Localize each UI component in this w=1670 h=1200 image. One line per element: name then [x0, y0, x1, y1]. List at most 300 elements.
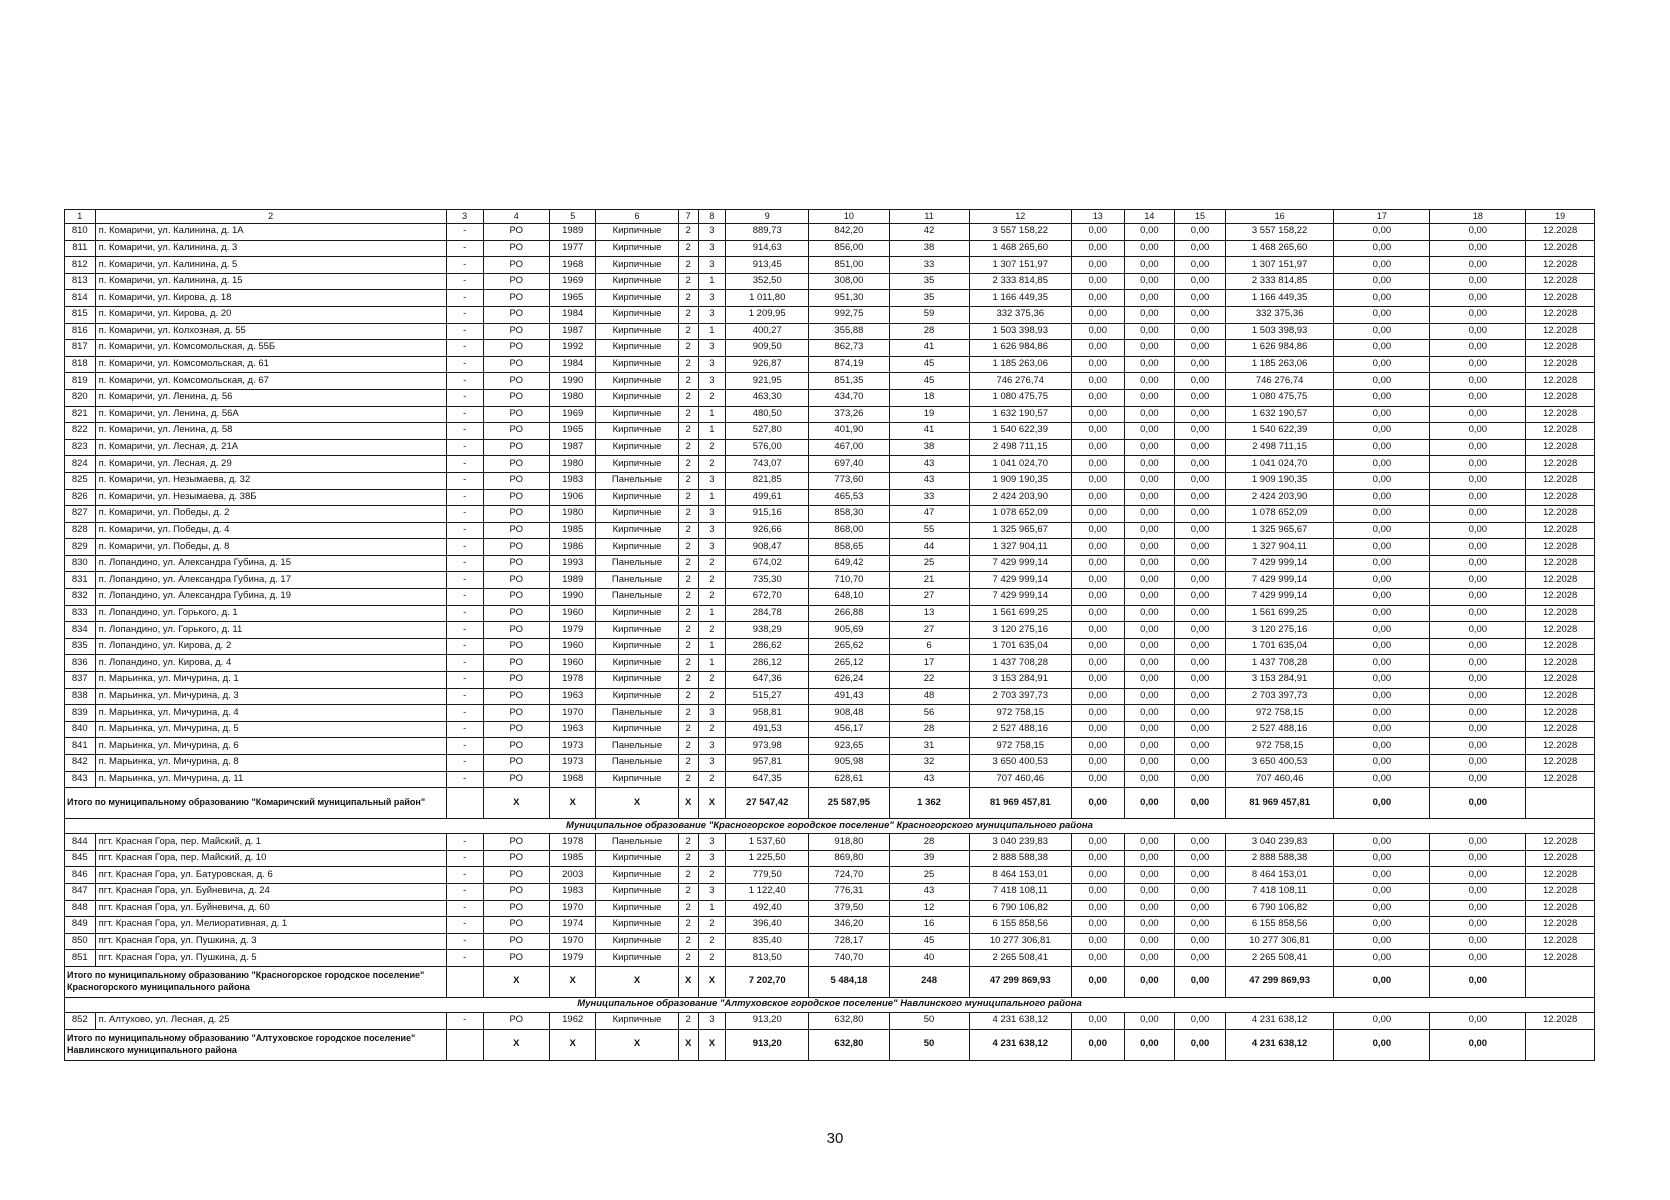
table-cell: 821,85: [726, 472, 809, 489]
table-cell: 972 758,15: [1225, 705, 1334, 722]
table-cell: 1962: [550, 1012, 596, 1029]
table-cell: 1: [698, 489, 725, 506]
column-number-cell: 7: [678, 210, 698, 224]
table-cell: 3 650 400,53: [969, 755, 1071, 772]
table-cell: 2: [678, 555, 698, 572]
table-cell: 8 464 153,01: [1225, 867, 1334, 884]
table-cell: 0,00: [1071, 771, 1124, 788]
total-cell: 0,00: [1175, 788, 1226, 819]
table-cell: 3: [698, 1012, 725, 1029]
table-cell: 12.2028: [1526, 850, 1595, 867]
table-cell: 851: [65, 950, 96, 967]
table-cell: 265,12: [809, 655, 889, 672]
table-cell: -: [446, 224, 483, 241]
table-cell: п. Комаричи, ул. Калинина, д. 15: [95, 273, 446, 290]
table-cell: 1 701 635,04: [1225, 638, 1334, 655]
table-cell: 1969: [550, 406, 596, 423]
table-cell: 0,00: [1071, 373, 1124, 390]
table-cell: 16: [889, 917, 969, 934]
table-cell: 0,00: [1124, 705, 1175, 722]
table-cell: 2 527 488,16: [969, 721, 1071, 738]
table-cell: 914,63: [726, 240, 809, 257]
table-cell: 0,00: [1175, 638, 1226, 655]
table-cell: 12.2028: [1526, 257, 1595, 274]
table-cell: 31: [889, 738, 969, 755]
table-cell: 1968: [550, 257, 596, 274]
table-cell: 707 460,46: [969, 771, 1071, 788]
table-cell: п. Лопандино, ул. Александра Губина, д. 15: [95, 555, 446, 572]
table-cell: 836: [65, 655, 96, 672]
table-cell: 0,00: [1175, 539, 1226, 556]
table-cell: пгт. Красная Гора, ул. Пушкина, д. 5: [95, 950, 446, 967]
table-cell: -: [446, 771, 483, 788]
table-cell: 12.2028: [1526, 555, 1595, 572]
table-cell: 1: [698, 638, 725, 655]
table-cell: 59: [889, 306, 969, 323]
column-number-cell: 18: [1430, 210, 1526, 224]
table-cell: 0,00: [1175, 883, 1226, 900]
table-cell: 0,00: [1334, 705, 1430, 722]
table-cell: 0,00: [1175, 589, 1226, 606]
total-cell: 81 969 457,81: [1225, 788, 1334, 819]
table-cell: 35: [889, 273, 969, 290]
table-cell: 0,00: [1334, 290, 1430, 307]
table-cell: Кирпичные: [596, 933, 678, 950]
table-cell: 266,88: [809, 605, 889, 622]
table-cell: 0,00: [1175, 1012, 1226, 1029]
table-cell: 0,00: [1175, 273, 1226, 290]
table-cell: 992,75: [809, 306, 889, 323]
table-cell: Панельные: [596, 572, 678, 589]
total-cell: 27 547,42: [726, 788, 809, 819]
table-cell: -: [446, 655, 483, 672]
table-cell: Кирпичные: [596, 224, 678, 241]
table-cell: 0,00: [1124, 290, 1175, 307]
table-row: [65, 224, 1595, 241]
table-cell: 813: [65, 273, 96, 290]
table-row: [65, 950, 1595, 967]
table-cell: 812: [65, 257, 96, 274]
table-cell: 908,47: [726, 539, 809, 556]
total-cell: X: [678, 788, 698, 819]
table-cell: 355,88: [809, 323, 889, 340]
table-row: [65, 472, 1595, 489]
table-cell: 0,00: [1430, 240, 1526, 257]
table-cell: 2: [678, 917, 698, 934]
table-cell: 48: [889, 688, 969, 705]
table-cell: РО: [483, 423, 549, 440]
table-cell: 2: [678, 306, 698, 323]
table-cell: 27: [889, 589, 969, 606]
table-cell: РО: [483, 240, 549, 257]
table-cell: 1980: [550, 389, 596, 406]
table-cell: 2: [678, 655, 698, 672]
table-cell: 284,78: [726, 605, 809, 622]
table-cell: 0,00: [1334, 572, 1430, 589]
table-cell: 2: [678, 406, 698, 423]
table-cell: 0,00: [1071, 273, 1124, 290]
table-cell: 0,00: [1430, 456, 1526, 473]
table-cell: 12.2028: [1526, 472, 1595, 489]
table-cell: -: [446, 900, 483, 917]
table-cell: Кирпичные: [596, 1012, 678, 1029]
table-cell: 4 231 638,12: [1225, 1012, 1334, 1029]
table-cell: Кирпичные: [596, 605, 678, 622]
table-cell: РО: [483, 738, 549, 755]
table-cell: 2 888 588,38: [969, 850, 1071, 867]
table-row: [65, 705, 1595, 722]
table-cell: 0,00: [1124, 672, 1175, 689]
table-cell: 697,40: [809, 456, 889, 473]
table-cell: 0,00: [1430, 638, 1526, 655]
page-number: 30: [826, 1130, 844, 1147]
table-cell: 12.2028: [1526, 572, 1595, 589]
table-cell: 0,00: [1071, 688, 1124, 705]
table-row: [65, 572, 1595, 589]
table-cell: пгт. Красная Гора, ул. Батуровская, д. 6: [95, 867, 446, 884]
table-cell: РО: [483, 506, 549, 523]
table-cell: 858,65: [809, 539, 889, 556]
table-cell: 0,00: [1430, 572, 1526, 589]
table-cell: 0,00: [1071, 605, 1124, 622]
table-cell: 0,00: [1071, 572, 1124, 589]
table-cell: 710,70: [809, 572, 889, 589]
table-cell: 0,00: [1124, 389, 1175, 406]
table-cell: 7 429 999,14: [1225, 589, 1334, 606]
table-cell: 3: [698, 472, 725, 489]
table-cell: 0,00: [1430, 423, 1526, 440]
table-cell: 810: [65, 224, 96, 241]
table-cell: 352,50: [726, 273, 809, 290]
table-row: [65, 423, 1595, 440]
table-cell: 2 265 508,41: [1225, 950, 1334, 967]
table-cell: п. Марьинка, ул. Мичурина, д. 1: [95, 672, 446, 689]
table-cell: 1979: [550, 950, 596, 967]
total-cell: X: [483, 788, 549, 819]
table-cell: 43: [889, 472, 969, 489]
table-cell: 0,00: [1175, 605, 1226, 622]
table-cell: 0,00: [1430, 655, 1526, 672]
total-cell: [446, 966, 483, 997]
table-cell: 0,00: [1334, 721, 1430, 738]
table-cell: 1970: [550, 900, 596, 917]
table-cell: 0,00: [1071, 705, 1124, 722]
table-cell: 0,00: [1334, 917, 1430, 934]
table-cell: 0,00: [1175, 655, 1226, 672]
table-cell: 1 437 708,28: [1225, 655, 1334, 672]
table-row: [65, 638, 1595, 655]
total-cell: 0,00: [1334, 1029, 1430, 1060]
table-cell: РО: [483, 323, 549, 340]
table-cell: Кирпичные: [596, 522, 678, 539]
table-cell: 401,90: [809, 423, 889, 440]
table-body: [65, 210, 1595, 1061]
table-cell: Панельные: [596, 705, 678, 722]
table-cell: 3: [698, 224, 725, 241]
table-cell: п. Комаричи, ул. Калинина, д. 3: [95, 240, 446, 257]
table-cell: 27: [889, 622, 969, 639]
total-cell: [446, 1029, 483, 1060]
table-cell: 0,00: [1430, 340, 1526, 357]
table-cell: 463,30: [726, 389, 809, 406]
table-cell: 0,00: [1430, 506, 1526, 523]
table-cell: 0,00: [1124, 950, 1175, 967]
column-number-cell: 11: [889, 210, 969, 224]
table-cell: 0,00: [1175, 672, 1226, 689]
table-cell: 3: [698, 522, 725, 539]
table-cell: 1 225,50: [726, 850, 809, 867]
table-cell: 0,00: [1071, 257, 1124, 274]
table-cell: 0,00: [1175, 834, 1226, 851]
table-cell: п. Лопандино, ул. Александра Губина, д. 17: [95, 572, 446, 589]
table-cell: 0,00: [1430, 950, 1526, 967]
table-cell: -: [446, 850, 483, 867]
table-cell: 28: [889, 834, 969, 851]
table-cell: 957,81: [726, 755, 809, 772]
table-cell: 773,60: [809, 472, 889, 489]
table-cell: 0,00: [1430, 771, 1526, 788]
table-cell: 2: [678, 522, 698, 539]
table-cell: 1 166 449,35: [1225, 290, 1334, 307]
table-cell: 0,00: [1124, 506, 1175, 523]
table-cell: 821: [65, 406, 96, 423]
table-cell: 0,00: [1071, 883, 1124, 900]
table-cell: 3: [698, 340, 725, 357]
table-cell: 39: [889, 850, 969, 867]
table-cell: п. Комаричи, ул. Победы, д. 8: [95, 539, 446, 556]
table-cell: 12.2028: [1526, 356, 1595, 373]
table-cell: 45: [889, 933, 969, 950]
table-cell: 12.2028: [1526, 622, 1595, 639]
table-cell: Кирпичные: [596, 323, 678, 340]
table-cell: Кирпичные: [596, 240, 678, 257]
total-cell: 4 231 638,12: [969, 1029, 1071, 1060]
table-cell: 1 437 708,28: [969, 655, 1071, 672]
table-cell: 2: [698, 622, 725, 639]
table-cell: 1 327 904,11: [969, 539, 1071, 556]
table-cell: 841: [65, 738, 96, 755]
table-cell: 12.2028: [1526, 933, 1595, 950]
table-cell: 0,00: [1175, 705, 1226, 722]
total-cell: 632,80: [809, 1029, 889, 1060]
table-cell: 1977: [550, 240, 596, 257]
table-cell: -: [446, 688, 483, 705]
table-cell: 0,00: [1334, 356, 1430, 373]
table-cell: -: [446, 917, 483, 934]
section-heading: Муниципальное образование "Красногорское городское поселение" Красногорского муниципального района: [65, 819, 1595, 834]
table-cell: 672,70: [726, 589, 809, 606]
table-cell: 0,00: [1124, 373, 1175, 390]
table-cell: пгт. Красная Гора, ул. Буйневича, д. 60: [95, 900, 446, 917]
table-cell: 1960: [550, 655, 596, 672]
table-cell: 2: [678, 738, 698, 755]
table-row: [65, 933, 1595, 950]
table-cell: п. Комаричи, ул. Победы, д. 4: [95, 522, 446, 539]
table-cell: 0,00: [1334, 771, 1430, 788]
table-cell: 2: [678, 539, 698, 556]
table-cell: -: [446, 755, 483, 772]
table-cell: Кирпичные: [596, 950, 678, 967]
table-cell: 0,00: [1071, 622, 1124, 639]
table-cell: 0,00: [1124, 406, 1175, 423]
table-cell: 12.2028: [1526, 688, 1595, 705]
table-cell: 0,00: [1124, 489, 1175, 506]
total-cell: 0,00: [1071, 1029, 1124, 1060]
total-cell: [1526, 788, 1595, 819]
table-cell: РО: [483, 834, 549, 851]
table-cell: 2: [678, 439, 698, 456]
total-cell: 1 362: [889, 788, 969, 819]
table-cell: 0,00: [1334, 522, 1430, 539]
table-row: [65, 738, 1595, 755]
table-cell: 851,00: [809, 257, 889, 274]
table-cell: 12.2028: [1526, 506, 1595, 523]
table-cell: РО: [483, 950, 549, 967]
table-cell: 0,00: [1175, 240, 1226, 257]
table-cell: 823: [65, 439, 96, 456]
total-row: [65, 966, 1595, 997]
table-cell: 1 185 263,06: [969, 356, 1071, 373]
total-cell: X: [596, 966, 678, 997]
table-cell: 0,00: [1071, 423, 1124, 440]
table-cell: 0,00: [1175, 456, 1226, 473]
table-cell: 0,00: [1430, 472, 1526, 489]
table-cell: 12.2028: [1526, 456, 1595, 473]
table-cell: Кирпичные: [596, 273, 678, 290]
table-cell: 12.2028: [1526, 240, 1595, 257]
table-cell: 28: [889, 721, 969, 738]
table-cell: 724,70: [809, 867, 889, 884]
table-cell: 858,30: [809, 506, 889, 523]
table-cell: 0,00: [1175, 439, 1226, 456]
table-cell: 0,00: [1124, 917, 1175, 934]
table-cell: 817: [65, 340, 96, 357]
table-cell: 0,00: [1124, 224, 1175, 241]
table-cell: 332 375,36: [1225, 306, 1334, 323]
table-row: [65, 605, 1595, 622]
table-cell: 830: [65, 555, 96, 572]
table-cell: 0,00: [1430, 273, 1526, 290]
table-cell: 7 418 108,11: [1225, 883, 1334, 900]
table-cell: 2 703 397,73: [969, 688, 1071, 705]
table-cell: 0,00: [1430, 867, 1526, 884]
total-cell: 0,00: [1175, 1029, 1226, 1060]
table-cell: 2: [678, 589, 698, 606]
table-cell: 0,00: [1071, 389, 1124, 406]
table-cell: 3 650 400,53: [1225, 755, 1334, 772]
table-cell: 811: [65, 240, 96, 257]
table-row: [65, 240, 1595, 257]
table-cell: 0,00: [1334, 340, 1430, 357]
table-cell: 3 153 284,91: [969, 672, 1071, 689]
table-cell: 12.2028: [1526, 950, 1595, 967]
table-cell: 40: [889, 950, 969, 967]
table-cell: 0,00: [1071, 489, 1124, 506]
table-cell: 35: [889, 290, 969, 307]
table-cell: 868,00: [809, 522, 889, 539]
table-cell: 2 888 588,38: [1225, 850, 1334, 867]
table-cell: 1 701 635,04: [969, 638, 1071, 655]
table-cell: 1984: [550, 306, 596, 323]
table-cell: -: [446, 373, 483, 390]
table-cell: 1 626 984,86: [1225, 340, 1334, 357]
table-cell: -: [446, 472, 483, 489]
table-cell: РО: [483, 1012, 549, 1029]
table-cell: 1 080 475,75: [969, 389, 1071, 406]
table-cell: 12.2028: [1526, 900, 1595, 917]
table-cell: РО: [483, 439, 549, 456]
table-cell: 0,00: [1334, 655, 1430, 672]
table-cell: 1980: [550, 506, 596, 523]
table-cell: -: [446, 290, 483, 307]
table-cell: РО: [483, 522, 549, 539]
table-cell: 3: [698, 834, 725, 851]
table-cell: 0,00: [1124, 306, 1175, 323]
table-cell: 0,00: [1430, 522, 1526, 539]
table-cell: 1 166 449,35: [969, 290, 1071, 307]
table-cell: 2: [678, 323, 698, 340]
table-cell: -: [446, 456, 483, 473]
table-cell: 1989: [550, 224, 596, 241]
table-cell: 1969: [550, 273, 596, 290]
column-number-cell: 8: [698, 210, 725, 224]
table-cell: 0,00: [1071, 755, 1124, 772]
table-cell: 843: [65, 771, 96, 788]
table-cell: 926,66: [726, 522, 809, 539]
total-cell: 5 484,18: [809, 966, 889, 997]
table-cell: 0,00: [1124, 755, 1175, 772]
table-cell: 28: [889, 323, 969, 340]
table-cell: Кирпичные: [596, 672, 678, 689]
table-cell: 972 758,15: [1225, 738, 1334, 755]
table-cell: 852: [65, 1012, 96, 1029]
table-cell: -: [446, 340, 483, 357]
table-cell: 25: [889, 555, 969, 572]
table-cell: п. Комаричи, ул. Колхозная, д. 55: [95, 323, 446, 340]
table-cell: 0,00: [1175, 755, 1226, 772]
table-cell: 0,00: [1124, 834, 1175, 851]
table-cell: 0,00: [1175, 224, 1226, 241]
table-cell: 44: [889, 539, 969, 556]
table-cell: 0,00: [1175, 506, 1226, 523]
table-cell: 38: [889, 240, 969, 257]
table-cell: 0,00: [1124, 738, 1175, 755]
total-cell: X: [698, 788, 725, 819]
table-cell: 8 464 153,01: [969, 867, 1071, 884]
table-cell: 779,50: [726, 867, 809, 884]
table-cell: 1 041 024,70: [969, 456, 1071, 473]
table-cell: 632,80: [809, 1012, 889, 1029]
table-cell: 3: [698, 738, 725, 755]
table-cell: 1 325 965,67: [969, 522, 1071, 539]
table-cell: 743,07: [726, 456, 809, 473]
table-cell: 908,48: [809, 705, 889, 722]
table-cell: 0,00: [1334, 850, 1430, 867]
table-cell: РО: [483, 572, 549, 589]
total-cell: 0,00: [1071, 788, 1124, 819]
table-cell: 0,00: [1430, 323, 1526, 340]
table-cell: 0,00: [1124, 539, 1175, 556]
table-cell: 286,62: [726, 638, 809, 655]
table-cell: 499,61: [726, 489, 809, 506]
table-cell: 889,73: [726, 224, 809, 241]
table-cell: 33: [889, 489, 969, 506]
total-cell: 0,00: [1071, 966, 1124, 997]
table-cell: п. Лопандино, ул. Горького, д. 1: [95, 605, 446, 622]
table-cell: РО: [483, 340, 549, 357]
table-cell: 0,00: [1334, 738, 1430, 755]
column-number-cell: 6: [596, 210, 678, 224]
